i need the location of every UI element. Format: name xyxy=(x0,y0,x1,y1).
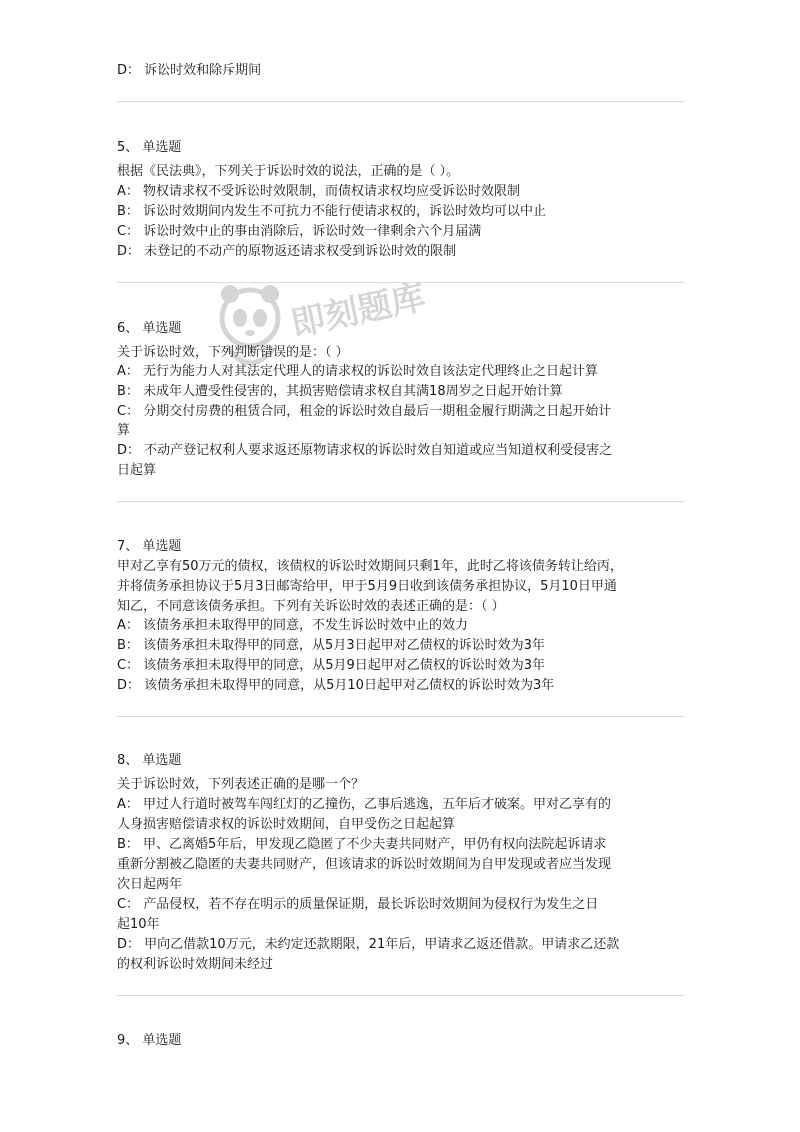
option-a: A： 物权请求权不受诉讼时效限制，而债权请求权均应受诉讼时效限制 xyxy=(117,184,521,199)
option-b: B： 该债务承担未取得甲的同意，从5月3日起甲对乙债权的诉讼时效为3年 xyxy=(117,638,545,653)
option-a: A： 甲过人行道时被驾车闯红灯的乙撞伤，乙事后逃逸，五年后才破案。甲对乙享有的 xyxy=(117,797,612,812)
question-header: 8、 单选题 xyxy=(117,753,182,768)
option-b: B： 甲、乙离婚5年后，甲发现乙隐匿了不少夫妻共同财产，甲仍有权向法院起诉请求 xyxy=(117,837,607,852)
option-b-continued: 重新分割被乙隐匿的夫妻共同财产，但该请求的诉讼时效期间为自甲发现或者应当发现 xyxy=(117,857,612,872)
question-divider xyxy=(117,282,685,283)
question-stem: 甲对乙享有50万元的债权，该债权的诉讼时效期间只剩1年，此时乙将该债务转让给丙， xyxy=(117,559,623,574)
option-c: C： 该债务承担未取得甲的同意，从5月9日起甲对乙债权的诉讼时效为3年 xyxy=(117,658,546,673)
question-divider xyxy=(117,995,685,996)
watermark-text: 即刻题库 xyxy=(287,278,429,345)
question-stem-continued: 知乙，不同意该债务承担。下列有关诉讼时效的表述正确的是：（ ） xyxy=(117,599,505,614)
prev-question-option-d: D： 诉讼时效和除斥期间 xyxy=(117,63,262,78)
option-d: D： 该债务承担未取得甲的同意，从5月10日起甲对乙债权的诉讼时效为3年 xyxy=(117,678,555,693)
question-stem: 根据《民法典》，下列关于诉讼时效的说法，正确的是（ ）。 xyxy=(117,164,460,179)
option-d: D： 不动产登记权利人要求返还原物请求权的诉讼时效自知道或应当知道权利受侵害之 xyxy=(117,443,613,458)
option-c: C： 诉讼时效中止的事由消除后，诉讼时效一律剩余六个月届满 xyxy=(117,224,482,239)
question-stem: 关于诉讼时效，下列表述正确的是哪一个？ xyxy=(117,777,365,792)
question-header: 5、 单选题 xyxy=(117,140,182,155)
option-b: B： 诉讼时效期间内发生不可抗力不能行使请求权的，诉讼时效均可以中止 xyxy=(117,204,547,219)
question-stem-continued: 并将债务承担协议于5月3日邮寄给甲，甲于5月9日收到该债务承担协议，5月10日甲通 xyxy=(117,579,617,594)
option-b-continued: 次日起两年 xyxy=(117,877,183,892)
question-divider xyxy=(117,101,685,102)
option-d-continued: 的权利诉讼时效期间未经过 xyxy=(117,957,274,972)
question-divider xyxy=(117,716,685,717)
question-header: 9、 单选题 xyxy=(117,1033,182,1048)
option-c: C： 分期交付房费的租赁合同，租金的诉讼时效自最后一期租金履行期满之日起开始计 xyxy=(117,404,612,419)
option-b: B： 未成年人遭受性侵害的，其损害赔偿请求权自其满18周岁之日起开始计算 xyxy=(117,384,563,399)
option-a-continued: 人身损害赔偿请求权的诉讼时效期间，自甲受伤之日起起算 xyxy=(117,817,456,832)
question-divider xyxy=(117,501,685,502)
question-header: 7、 单选题 xyxy=(117,539,182,554)
option-d: D： 未登记的不动产的原物返还请求权受到诉讼时效的限制 xyxy=(117,244,457,259)
option-d: D： 甲向乙借款10万元，未约定还款期限，21年后，甲请求乙返还借款。甲请求乙还款 xyxy=(117,937,620,952)
option-c-continued: 算 xyxy=(117,423,131,438)
option-d-continued: 日起算 xyxy=(117,463,157,478)
option-a: A： 无行为能力人对其法定代理人的请求权的诉讼时效自该法定代理终止之日起计算 xyxy=(117,364,599,379)
option-c: C： 产品侵权，若不存在明示的质量保证期，最长诉讼时效期间为侵权行为发生之日 xyxy=(117,897,599,912)
option-c-continued: 起10年 xyxy=(117,917,160,932)
question-header: 6、 单选题 xyxy=(117,321,182,336)
option-a: A： 该债务承担未取得甲的同意，不发生诉讼时效中止的效力 xyxy=(117,618,469,633)
question-stem: 关于诉讼时效，下列判断错误的是：（ ） xyxy=(117,345,349,360)
